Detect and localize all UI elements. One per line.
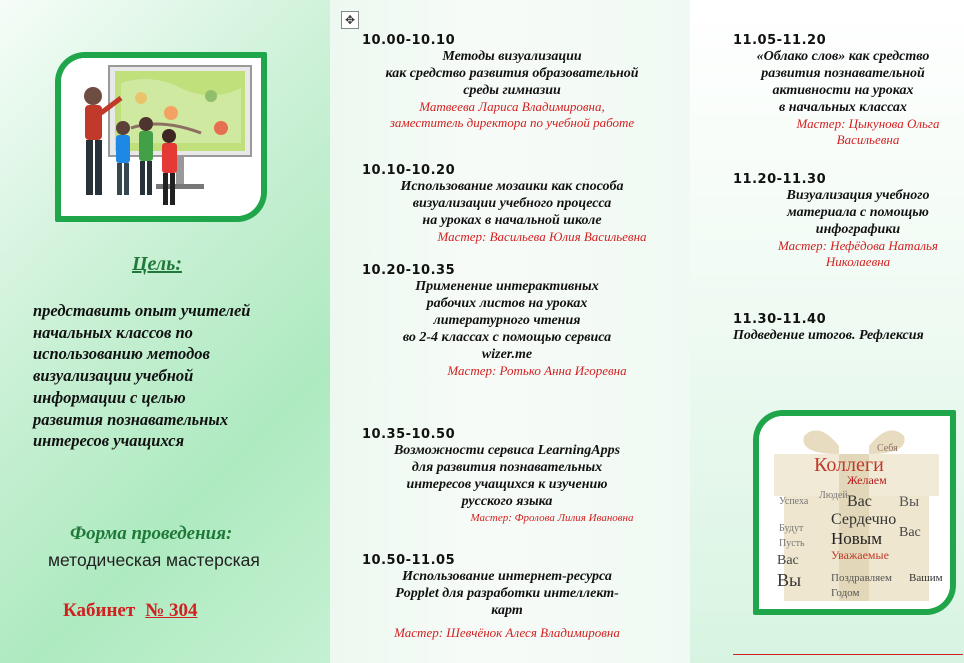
wordcloud-word: Вы (777, 570, 802, 590)
schedule-item-7 (733, 172, 953, 270)
schedule-title: Использование мозаики как способа визуализации учебного процесса на уроках в начальной школе (400, 179, 624, 228)
wordcloud-word: Новым (831, 529, 882, 548)
schedule-item-4 (362, 427, 652, 526)
wordcloud-word: Сердечно (831, 511, 897, 528)
schedule-presenter: Мастер: Ротько Анна Игоревна (447, 363, 627, 378)
wordcloud-word: Будут (779, 523, 804, 534)
schedule-title: «Облако слов» как средство развития познавательной активности на уроках в начальных классах (756, 49, 930, 115)
schedule-time: 10.35-10.50 (362, 427, 456, 442)
schedule-item-1 (362, 33, 662, 131)
wordcloud-word: Вас (847, 493, 872, 510)
wordcloud-word: Уважаемые (831, 548, 889, 562)
schedule-title: Методы визуализации как средство развития образовательной среды гимназии (385, 49, 639, 98)
schedule-time: 10.00-10.10 (362, 33, 456, 48)
schedule-title: Применение интерактивных рабочих листов на уроках литературного чтения во 2-4 классах с помощью сервиса wizer.me (402, 279, 612, 362)
schedule-presenter: Мастер: Фролова Лилия Ивановна (470, 512, 634, 524)
wordcloud-word: Вас (777, 553, 799, 568)
schedule-presenter: Мастер: Шевчёнок Алеся Владимировна (394, 625, 620, 640)
schedule-title: Использование интернет-ресурса Popplet для разработки интеллект- карт (395, 569, 619, 618)
wordcloud-word: Желаем (847, 473, 887, 487)
schedule-presenter: Мастер: Цыкунова Ольга Васильевна (796, 116, 940, 147)
wordcloud-word: Поздравляем (831, 572, 893, 584)
schedule-time: 11.05-11.20 (733, 33, 827, 48)
schedule-presenter: Мастер: Васильева Юлия Васильевна (437, 229, 647, 244)
wordcloud-word: Людей (819, 490, 848, 501)
schedule-item-8 (733, 312, 958, 344)
schedule-time: 10.50-11.05 (362, 553, 456, 568)
schedule-presenter: Матвеева Лариса Владимировна, заместитель директора по учебной работе (389, 99, 635, 130)
schedule-presenter: Мастер: Нефёдова Наталья Николаевна (778, 238, 938, 269)
wordcloud-word: Вас (899, 525, 921, 540)
goal-heading: Цель: (132, 253, 182, 275)
schedule-title: Визуализация учебного материала с помощью инфографики (786, 188, 930, 237)
wordcloud-word: Вы (899, 494, 920, 510)
schedule-time: 11.20-11.30 (733, 172, 827, 187)
schedule-time: 11.30-11.40 (733, 312, 827, 327)
wordcloud-image-frame (753, 410, 956, 615)
room-number: № 304 (145, 600, 198, 621)
wordcloud-word: Себя (877, 443, 898, 454)
room-label: Кабинет (63, 600, 136, 621)
move-handle-icon[interactable]: ✥ (341, 11, 359, 29)
form-value: методическая мастерская (48, 550, 260, 570)
goal-text: представить опыт учителей начальных классов по использованию методов визуализации учебной информации с целью развития познавательных интересов учащихся (33, 301, 251, 451)
wordcloud-word: Годом (831, 587, 860, 599)
room-line (63, 600, 198, 622)
schedule-item-3 (362, 263, 652, 379)
classroom-illustration (61, 58, 261, 216)
schedule-item-5 (362, 553, 652, 641)
classroom-image-frame (55, 52, 267, 222)
wordcloud-word: Пусть (779, 538, 805, 549)
schedule-item-6 (733, 33, 953, 148)
wordcloud-word: Вашим (909, 572, 943, 584)
wordcloud-illustration (759, 416, 950, 609)
schedule-time: 10.20-10.35 (362, 263, 456, 278)
form-heading: Форма проведения: (70, 523, 233, 544)
schedule-title: Подведение итогов. Рефлексия (733, 328, 924, 343)
wordcloud-word: Успеха (779, 496, 809, 507)
divider-line (733, 654, 963, 655)
schedule-title: Возможности сервиса LearningApps для развития познавательных интересов учащихся к изучению русского языка (393, 443, 621, 509)
wordcloud-main-word: Коллеги (814, 454, 884, 476)
schedule-item-2 (362, 163, 662, 245)
schedule-time: 10.10-10.20 (362, 163, 456, 178)
